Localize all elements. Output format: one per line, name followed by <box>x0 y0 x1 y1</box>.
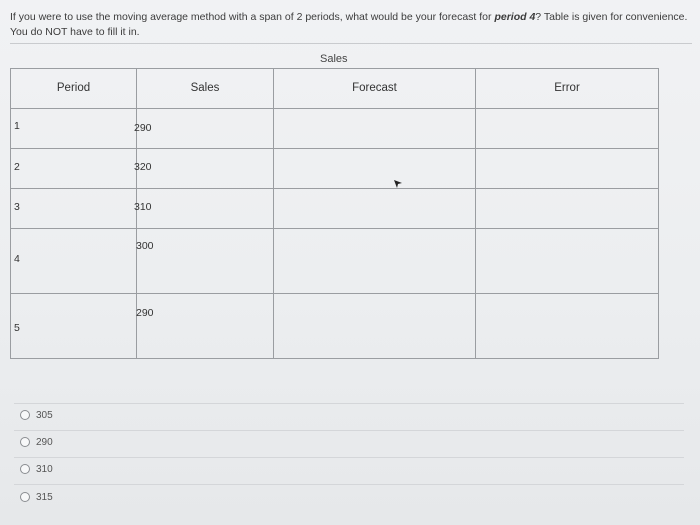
option-divider <box>14 484 684 485</box>
question-part-2: ? Table is given for convenience. You do NOT have to fill it in. <box>10 11 688 38</box>
option-label: 305 <box>36 409 53 421</box>
row-divider <box>11 108 658 109</box>
option-divider <box>14 430 684 431</box>
answer-option[interactable] <box>20 489 53 505</box>
sales-cell: 290 <box>134 122 152 134</box>
sales-cell: 320 <box>134 161 152 173</box>
answer-option[interactable] <box>20 407 53 423</box>
header-period: Period <box>56 82 91 94</box>
option-label: 290 <box>36 436 53 448</box>
option-label: 315 <box>36 491 53 503</box>
period-cell: 5 <box>14 322 20 334</box>
period-cell: 3 <box>14 201 20 213</box>
radio-button[interactable] <box>20 492 30 502</box>
period-cell: 2 <box>14 161 20 173</box>
option-label: 310 <box>36 463 53 475</box>
column-divider <box>273 69 274 358</box>
mouse-cursor-icon <box>394 180 402 188</box>
forecast-table <box>10 68 659 359</box>
sales-cell: 310 <box>134 201 152 213</box>
question-text <box>10 10 690 40</box>
header-forecast: Forecast <box>352 82 397 94</box>
row-divider <box>11 148 658 149</box>
radio-button[interactable] <box>20 437 30 447</box>
sales-cell: 300 <box>136 240 154 252</box>
divider <box>10 43 692 44</box>
period-cell: 4 <box>14 253 20 265</box>
header-error: Error <box>554 82 580 94</box>
answer-option[interactable] <box>20 461 53 477</box>
header-sales: Sales <box>190 82 220 94</box>
row-divider <box>11 228 658 229</box>
option-divider <box>14 457 684 458</box>
table-caption: Sales <box>320 53 348 65</box>
option-divider <box>14 403 684 404</box>
question-part-1: If you were to use the moving average method with a span of 2 periods, what would be your forecast for <box>10 11 495 23</box>
column-divider <box>475 69 476 358</box>
question-emphasis: period 4 <box>494 11 536 23</box>
answer-option[interactable] <box>20 434 53 450</box>
sales-cell: 290 <box>136 307 154 319</box>
period-cell: 1 <box>14 120 20 132</box>
row-divider <box>11 293 658 294</box>
radio-button[interactable] <box>20 464 30 474</box>
row-divider <box>11 188 658 189</box>
radio-button[interactable] <box>20 410 30 420</box>
